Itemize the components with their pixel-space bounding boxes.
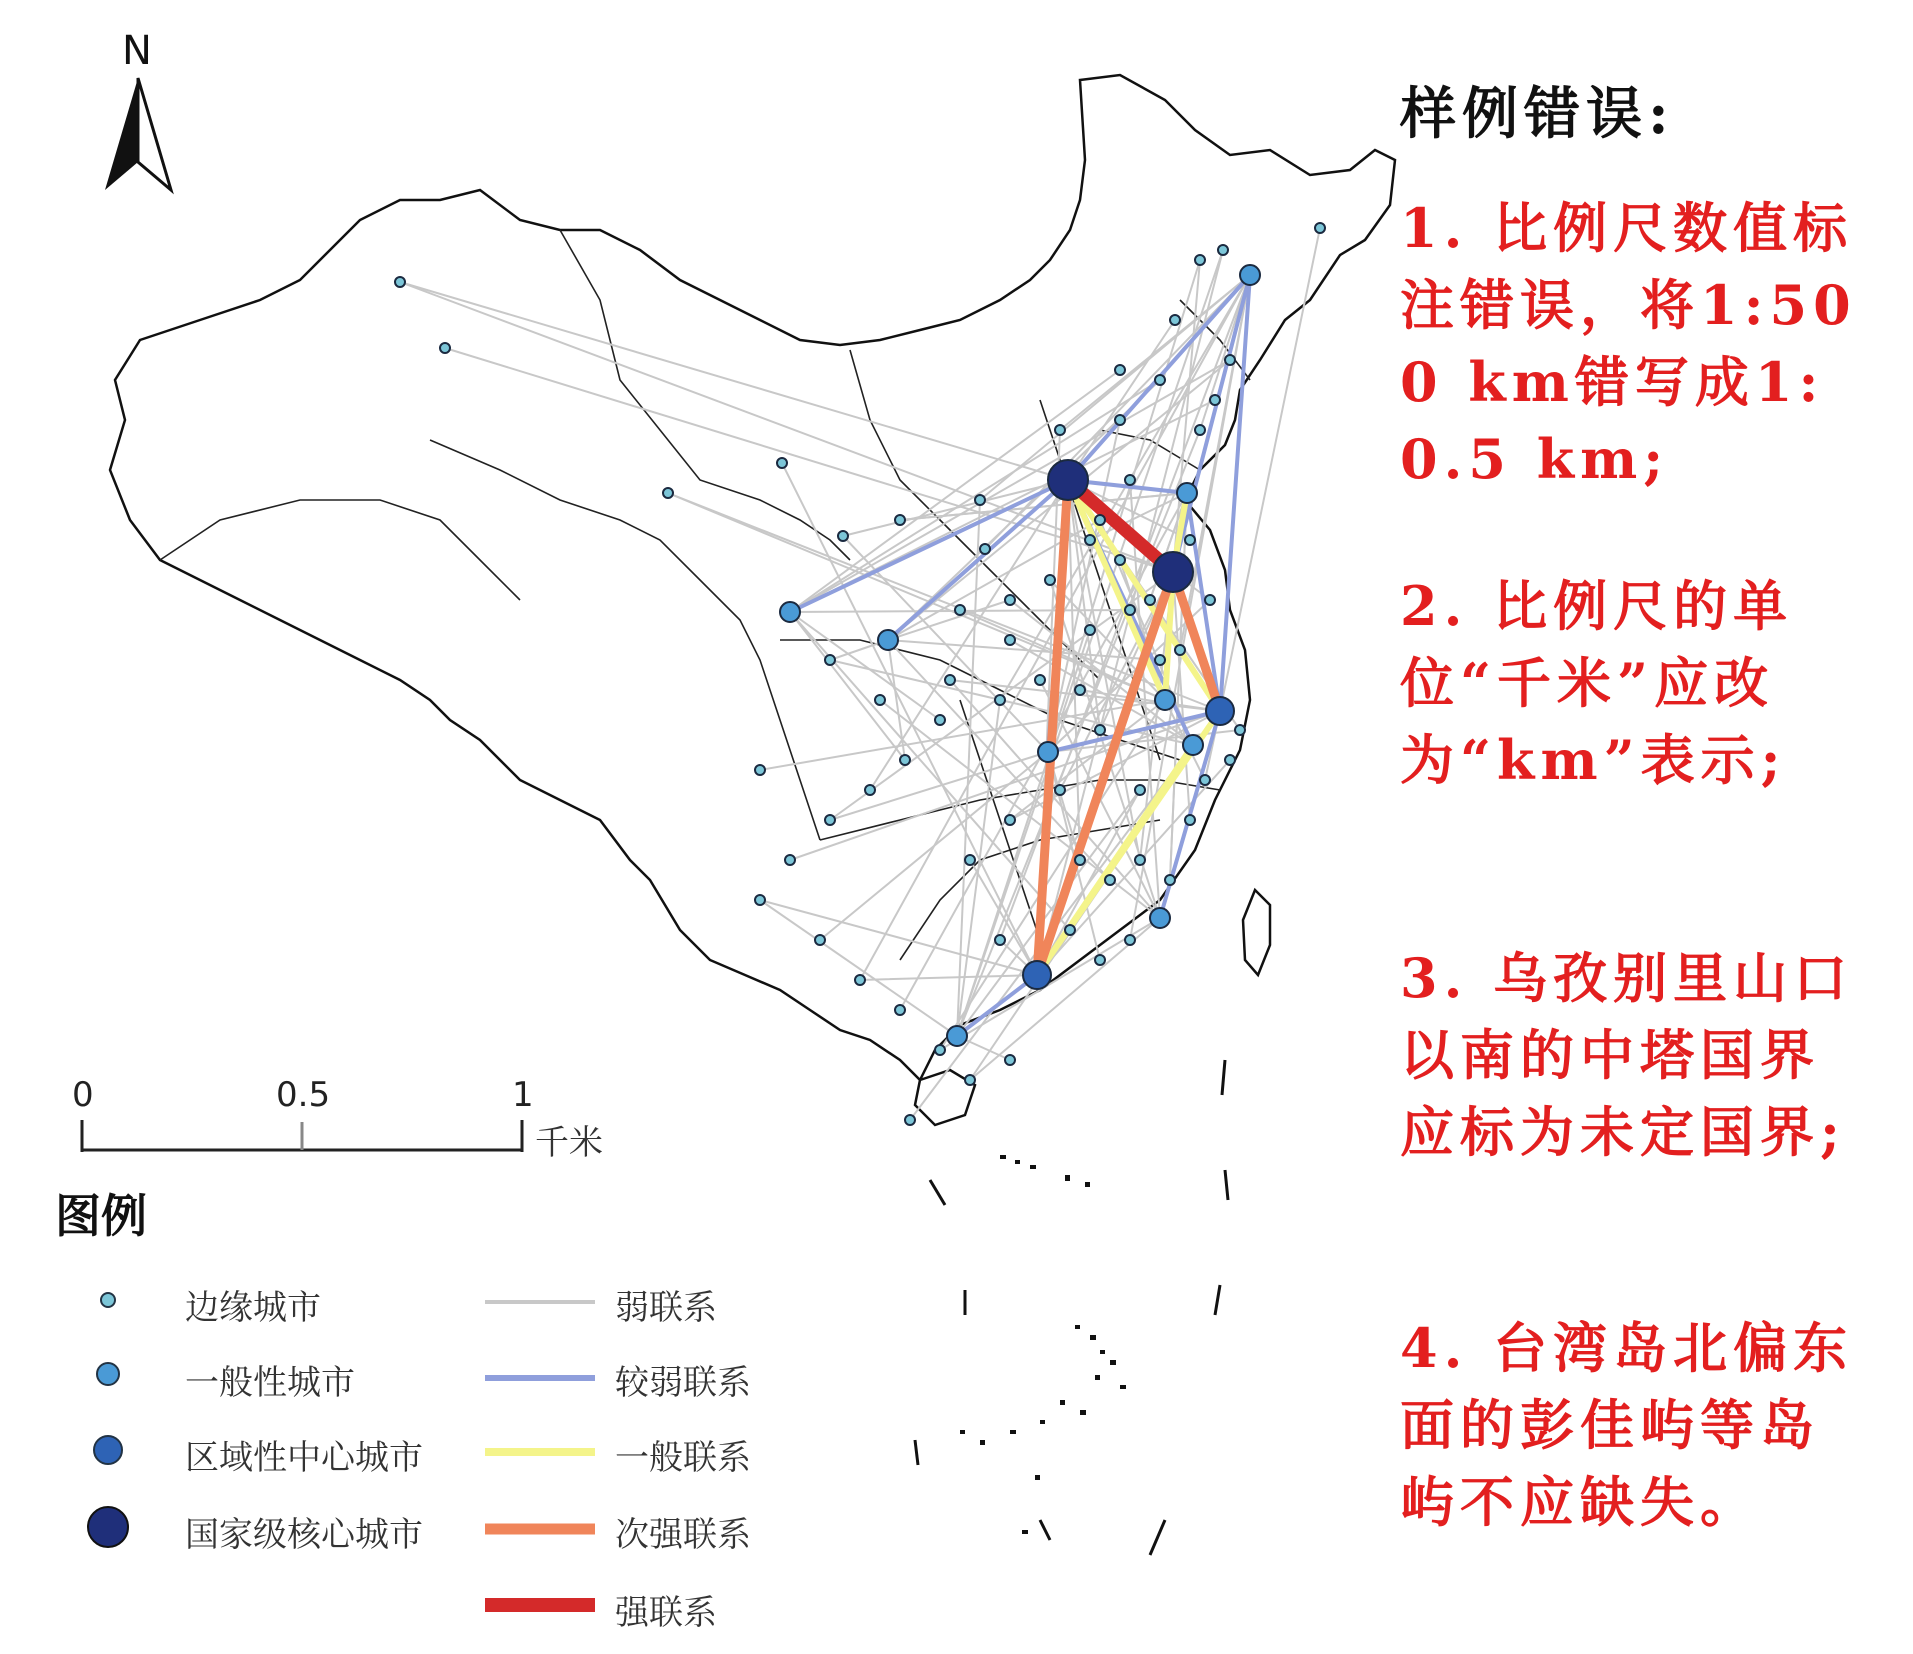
city-marker [975,495,985,505]
city-marker [905,1115,915,1125]
city-marker [825,815,835,825]
city-marker [878,630,898,650]
scale-unit: 千米 [535,1123,603,1163]
city-marker [1055,785,1065,795]
city-marker [1218,245,1228,255]
legend-label-general-link: 一般联系 [615,1438,751,1478]
city-marker [865,785,875,795]
city-marker [1135,785,1145,795]
city-marker [945,675,955,685]
city-marker [947,1026,967,1046]
city-marker [1115,555,1125,565]
city-marker [1210,395,1220,405]
city-marker [875,695,885,705]
legend-label-edge-city: 边缘城市 [185,1288,321,1328]
city-marker [1165,875,1175,885]
city-marker [1095,515,1105,525]
china-outline [110,75,1395,1080]
city-marker [1185,815,1195,825]
city-marker [1135,855,1145,865]
scale-tick-0-5: 0.5 [276,1075,331,1115]
city-marker [1095,955,1105,965]
city-marker [1155,655,1165,665]
city-marker [1115,415,1125,425]
city-marker [1185,535,1195,545]
city-marker [1038,742,1058,762]
city-marker [780,602,800,622]
city-marker [895,515,905,525]
north-label: N [122,28,152,74]
city-marker [1055,425,1065,435]
error-item-4: 4. 台湾岛北偏东面的彭佳屿等岛屿不应缺失。 [1400,1316,1854,1534]
city-marker [1075,855,1085,865]
city-marker [1155,375,1165,385]
error-item-1: 1. 比例尺数值标注错误，将1:500 km错写成1:0.5 km; [1400,196,1857,491]
city-marker [1048,460,1088,500]
scale-tick-0: 0 [72,1075,94,1115]
city-marker [785,855,795,865]
city-marker [825,655,835,665]
legend-label-regional-city: 区域性中心城市 [185,1438,423,1478]
city-marker [1195,255,1205,265]
south-china-sea-islands [960,1155,1126,1534]
legend-label-strong-link: 强联系 [615,1593,717,1633]
city-marker [1085,625,1095,635]
city-marker [1225,355,1235,365]
legend-label-substrong-link: 次强联系 [615,1515,751,1555]
city-marker [440,343,450,353]
scale-tick-1: 1 [512,1075,534,1115]
city-marker [1125,605,1135,615]
city-marker [1005,635,1015,645]
city-marker [1125,935,1135,945]
city-marker [955,605,965,615]
legend-general-city-marker [97,1363,119,1385]
city-marker [1206,697,1234,725]
legend-label-general-city: 一般性城市 [185,1363,355,1403]
nine-dash-line [915,1060,1228,1555]
city-marker [1205,595,1215,605]
city-marker [1065,925,1075,935]
legend-label-national-city: 国家级核心城市 [185,1515,423,1555]
legend-regional-city-marker [94,1436,122,1464]
city-marker [1115,365,1125,375]
city-marker [1153,552,1193,592]
error-item-3: 3. 乌孜别里山口以南的中塔国界应标为未定国界; [1400,946,1854,1164]
city-marker [395,277,405,287]
city-marker [1150,908,1170,928]
city-marker [1145,595,1155,605]
city-marker [1225,755,1235,765]
city-marker [1075,685,1085,695]
city-marker [755,895,765,905]
city-marker [1170,315,1180,325]
legend-national-city-marker [88,1507,128,1547]
city-marker [995,695,1005,705]
legend-label-weaker-link: 较弱联系 [615,1363,751,1403]
city-marker [1200,775,1210,785]
legend-title: 图例 [55,1189,147,1243]
city-marker [855,975,865,985]
city-marker [838,531,848,541]
errors-title: 样例错误: [1400,81,1675,147]
city-marker [1005,595,1015,605]
city-marker [1175,645,1185,655]
city-marker [815,935,825,945]
city-marker [1095,725,1105,735]
city-marker [1045,575,1055,585]
city-marker [965,855,975,865]
legend-label-weak-link: 弱联系 [615,1288,717,1328]
city-marker [935,715,945,725]
city-marker [995,935,1005,945]
city-marker [1240,265,1260,285]
north-arrow-icon [105,78,171,190]
city-marker [1155,690,1175,710]
city-marker [777,458,787,468]
error-item-2: 2. 比例尺的单位“千米”应改为“km”表示; [1400,574,1794,792]
legend-edge-city-marker [101,1293,115,1307]
city-marker [1315,223,1325,233]
city-marker [1177,483,1197,503]
city-marker [895,1005,905,1015]
city-marker [1183,735,1203,755]
city-marker [1125,475,1135,485]
city-marker [1005,815,1015,825]
scale-bar [82,1120,522,1152]
city-marker [1005,1055,1015,1065]
city-marker [900,755,910,765]
city-marker [1035,675,1045,685]
city-marker [1023,961,1051,989]
city-marker [980,544,990,554]
city-marker [965,1075,975,1085]
city-marker [1085,535,1095,545]
city-marker [1195,425,1205,435]
city-marker [755,765,765,775]
city-marker [1105,875,1115,885]
city-marker [935,1045,945,1055]
city-marker [663,488,673,498]
city-marker [1235,725,1245,735]
taiwan-island [1243,890,1270,975]
